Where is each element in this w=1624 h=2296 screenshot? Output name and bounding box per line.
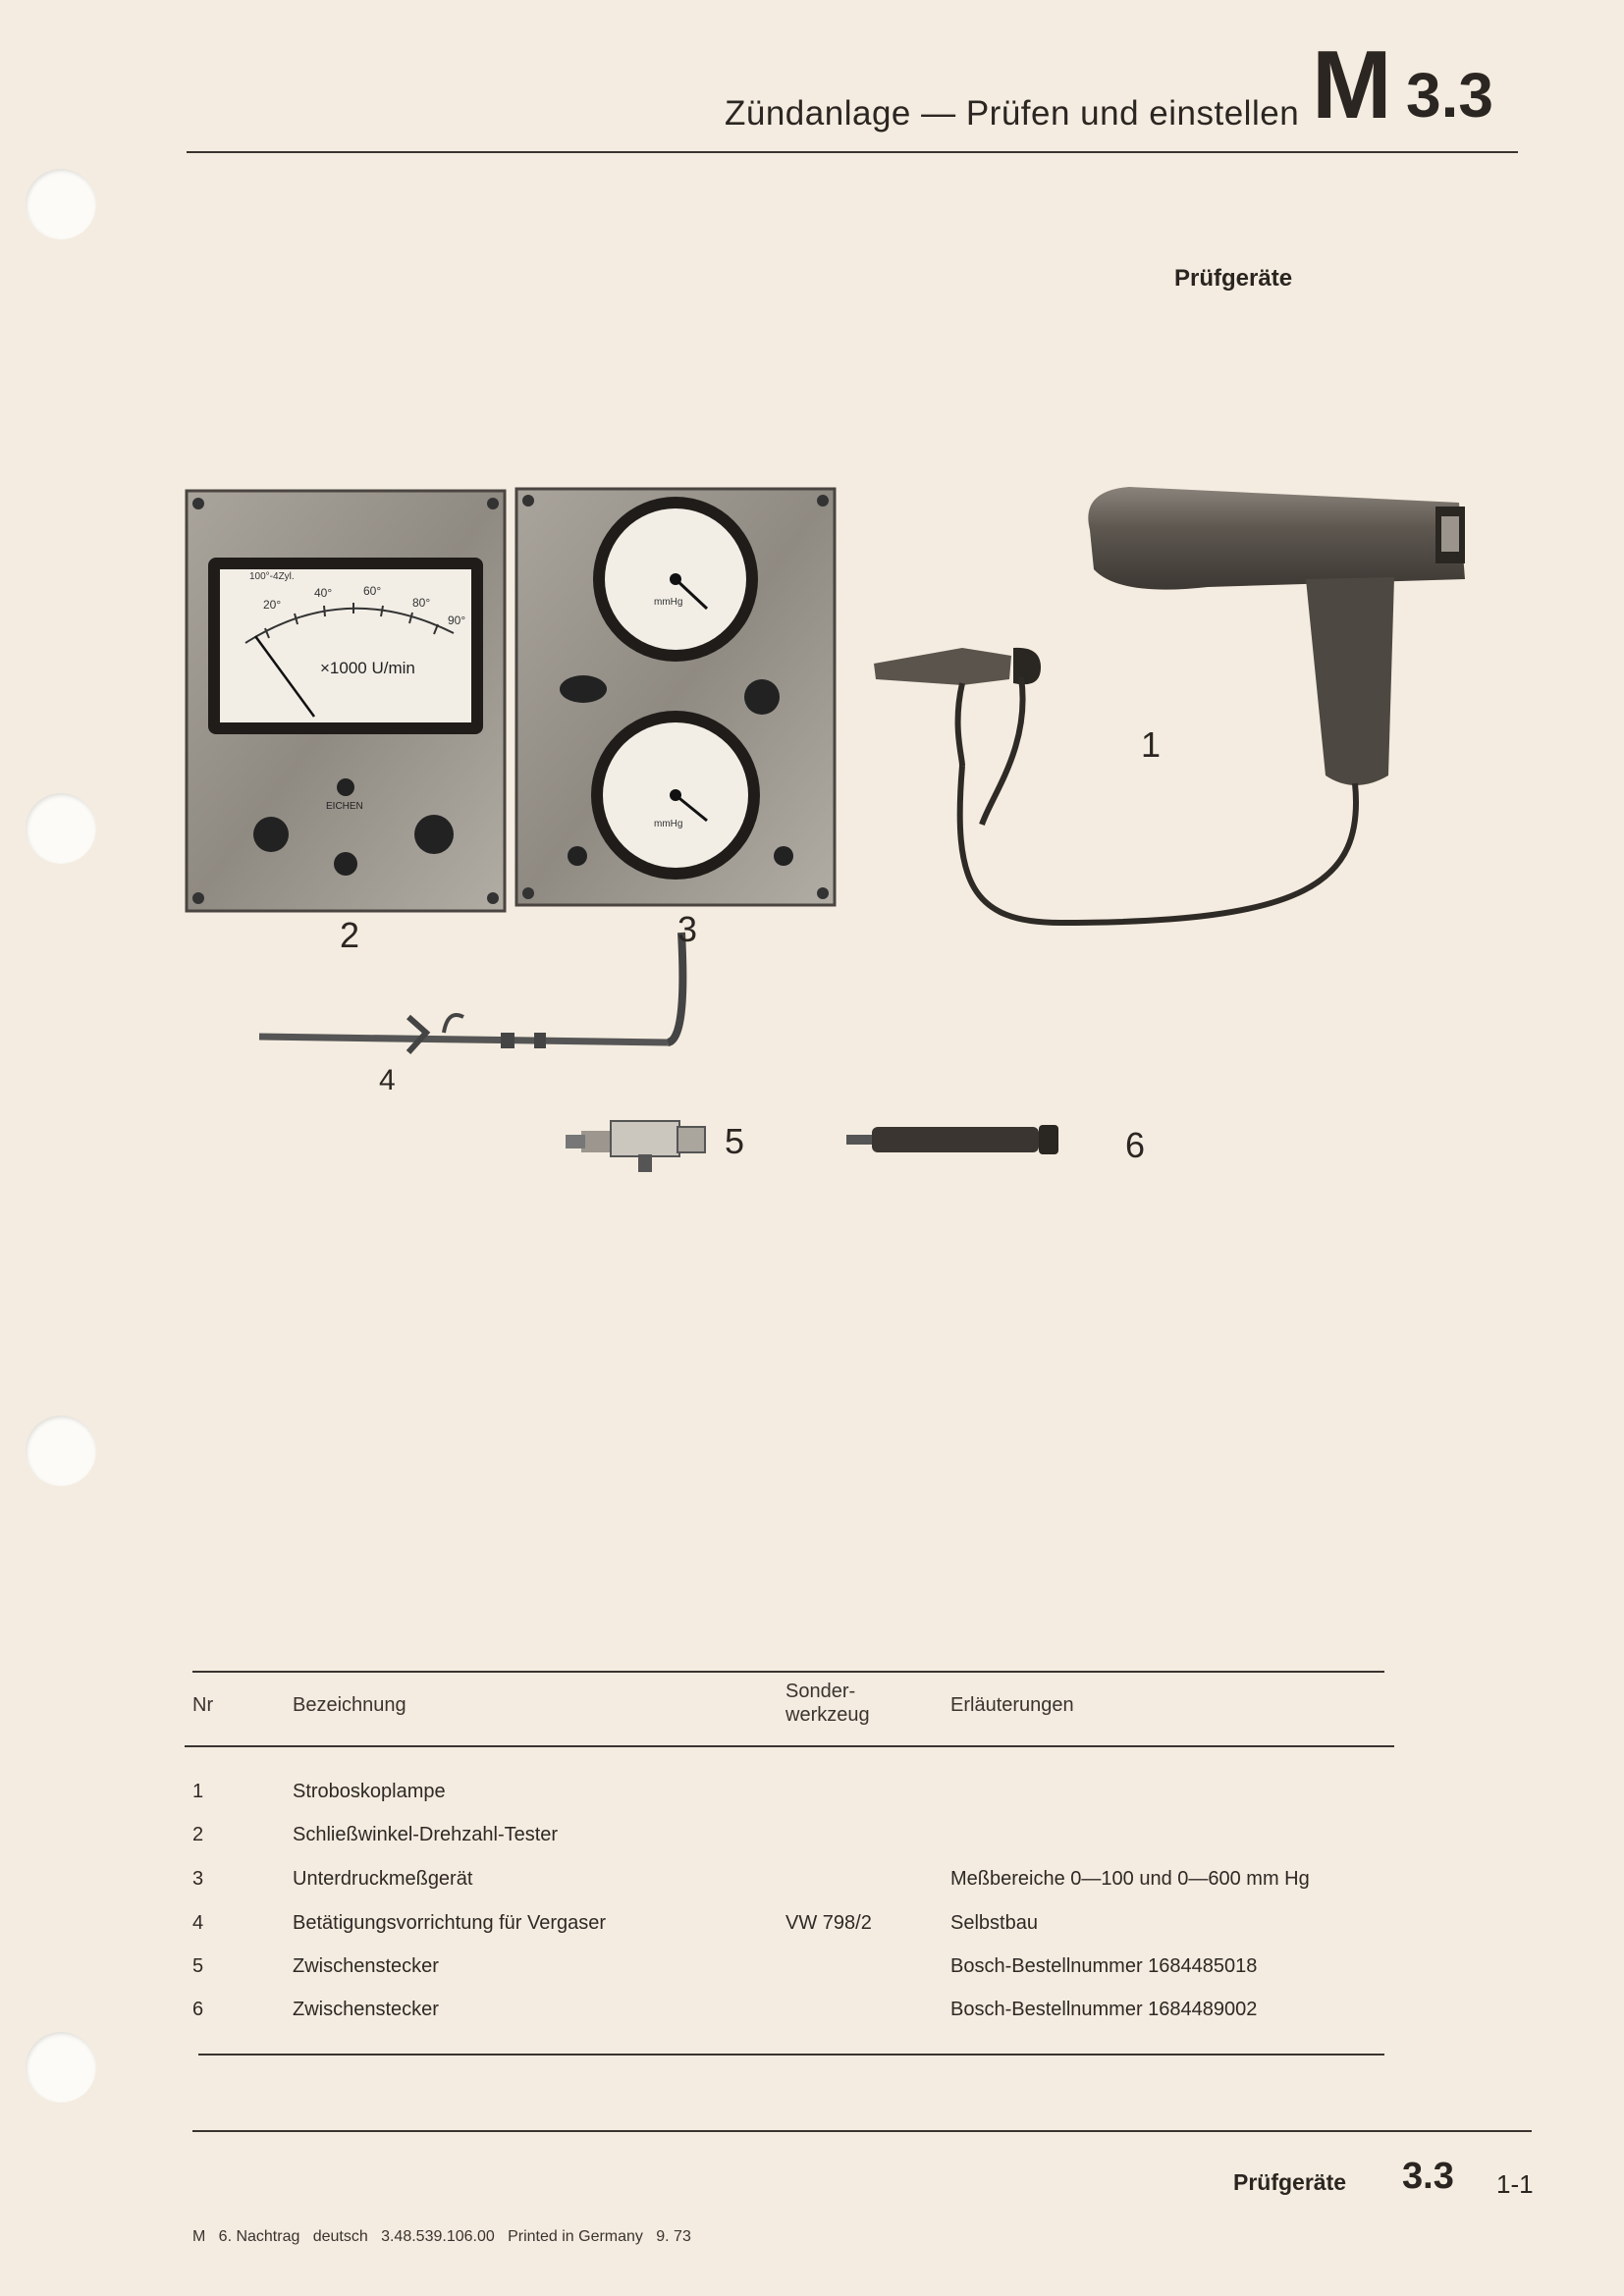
footer-rule (192, 2130, 1532, 2132)
binder-hole (26, 2032, 96, 2103)
callout-5: 5 (725, 1121, 745, 1161)
meter-tick-label: 60° (363, 584, 382, 598)
section-number: 3.3 (1406, 60, 1493, 131)
header-nr: Nr (192, 1694, 214, 1716)
row-erlaeuterungen: Selbstbau (950, 1912, 1038, 1934)
dwell-tachometer-tester (187, 491, 505, 911)
meter-range-label: 100°-4Zyl. (249, 571, 295, 582)
row-nr: 5 (192, 1955, 204, 1977)
header-erlaeuterungen: Erläuterungen (950, 1694, 1074, 1716)
meter-unit-label: ×1000 U/min (320, 659, 415, 677)
table-header-rule (185, 1745, 1394, 1747)
gauge-unit-label: mmHg (654, 819, 683, 829)
equipment-figure (177, 471, 1492, 1217)
callout-3: 3 (677, 909, 698, 949)
row-erlaeuterungen: Meßbereiche 0—100 und 0—600 mm Hg (950, 1868, 1310, 1890)
imprint: M 6. Nachtrag deutsch 3.48.539.106.00 Printed in Germany 9. 73 (192, 2228, 691, 2245)
eichen-label: EICHEN (326, 801, 363, 812)
row-bezeichnung: Zwischenstecker (293, 1999, 439, 2020)
row-sonderwerkzeug: VW 798/2 (785, 1912, 872, 1934)
callout-1: 1 (1141, 724, 1162, 765)
footer-label: Prüfgeräte (1233, 2169, 1347, 2195)
adapter-plug-5 (566, 1121, 705, 1172)
meter-tick-label: 40° (314, 586, 333, 600)
meter-tick-label: 90° (448, 614, 466, 627)
row-nr: 1 (192, 1781, 204, 1802)
row-erlaeuterungen: Bosch-Bestellnummer 1684485018 (950, 1955, 1258, 1977)
adapter-plug-6 (846, 1125, 1058, 1154)
vacuum-gauge-panel (516, 489, 835, 905)
row-bezeichnung: Schließwinkel-Drehzahl-Tester (293, 1824, 559, 1845)
throttle-actuator-tool (259, 933, 682, 1052)
row-bezeichnung: Zwischenstecker (293, 1955, 439, 1977)
callout-4: 4 (379, 1064, 396, 1096)
row-nr: 4 (192, 1912, 204, 1934)
row-bezeichnung: Stroboskoplampe (293, 1781, 446, 1802)
table-top-rule (192, 1671, 1384, 1673)
meter-tick-label: 80° (412, 596, 431, 610)
row-bezeichnung: Unterdruckmeßgerät (293, 1868, 473, 1890)
footer-section: 3.3 (1402, 2156, 1454, 2197)
meter-tick-label: 20° (263, 598, 282, 612)
row-erlaeuterungen: Bosch-Bestellnummer 1684489002 (950, 1999, 1258, 2020)
gauge-unit-label: mmHg (654, 597, 683, 608)
binder-hole (26, 1415, 96, 1486)
binder-hole (26, 793, 96, 864)
header-sonderwerkzeug-1: Sonder- (785, 1681, 856, 1702)
section-letter: M (1312, 30, 1390, 138)
callout-2: 2 (340, 915, 360, 955)
row-nr: 2 (192, 1824, 204, 1845)
row-nr: 6 (192, 1999, 204, 2020)
table-bottom-rule (198, 2054, 1384, 2056)
row-bezeichnung: Betätigungsvorrichtung für Vergaser (293, 1912, 607, 1934)
callout-6: 6 (1125, 1125, 1146, 1165)
header-rule (187, 151, 1518, 153)
row-nr: 3 (192, 1868, 204, 1890)
stroboscope-lamp (874, 487, 1465, 923)
header-sonderwerkzeug-2: werkzeug (785, 1704, 870, 1726)
binder-hole (26, 169, 96, 240)
footer-page: 1-1 (1496, 2169, 1534, 2199)
equipment-illustration (177, 471, 1492, 1217)
header-bezeichnung: Bezeichnung (293, 1694, 406, 1716)
subheading: Prüfgeräte (1174, 265, 1293, 292)
page-title: Zündanlage — Prüfen und einstellen (725, 94, 1300, 133)
